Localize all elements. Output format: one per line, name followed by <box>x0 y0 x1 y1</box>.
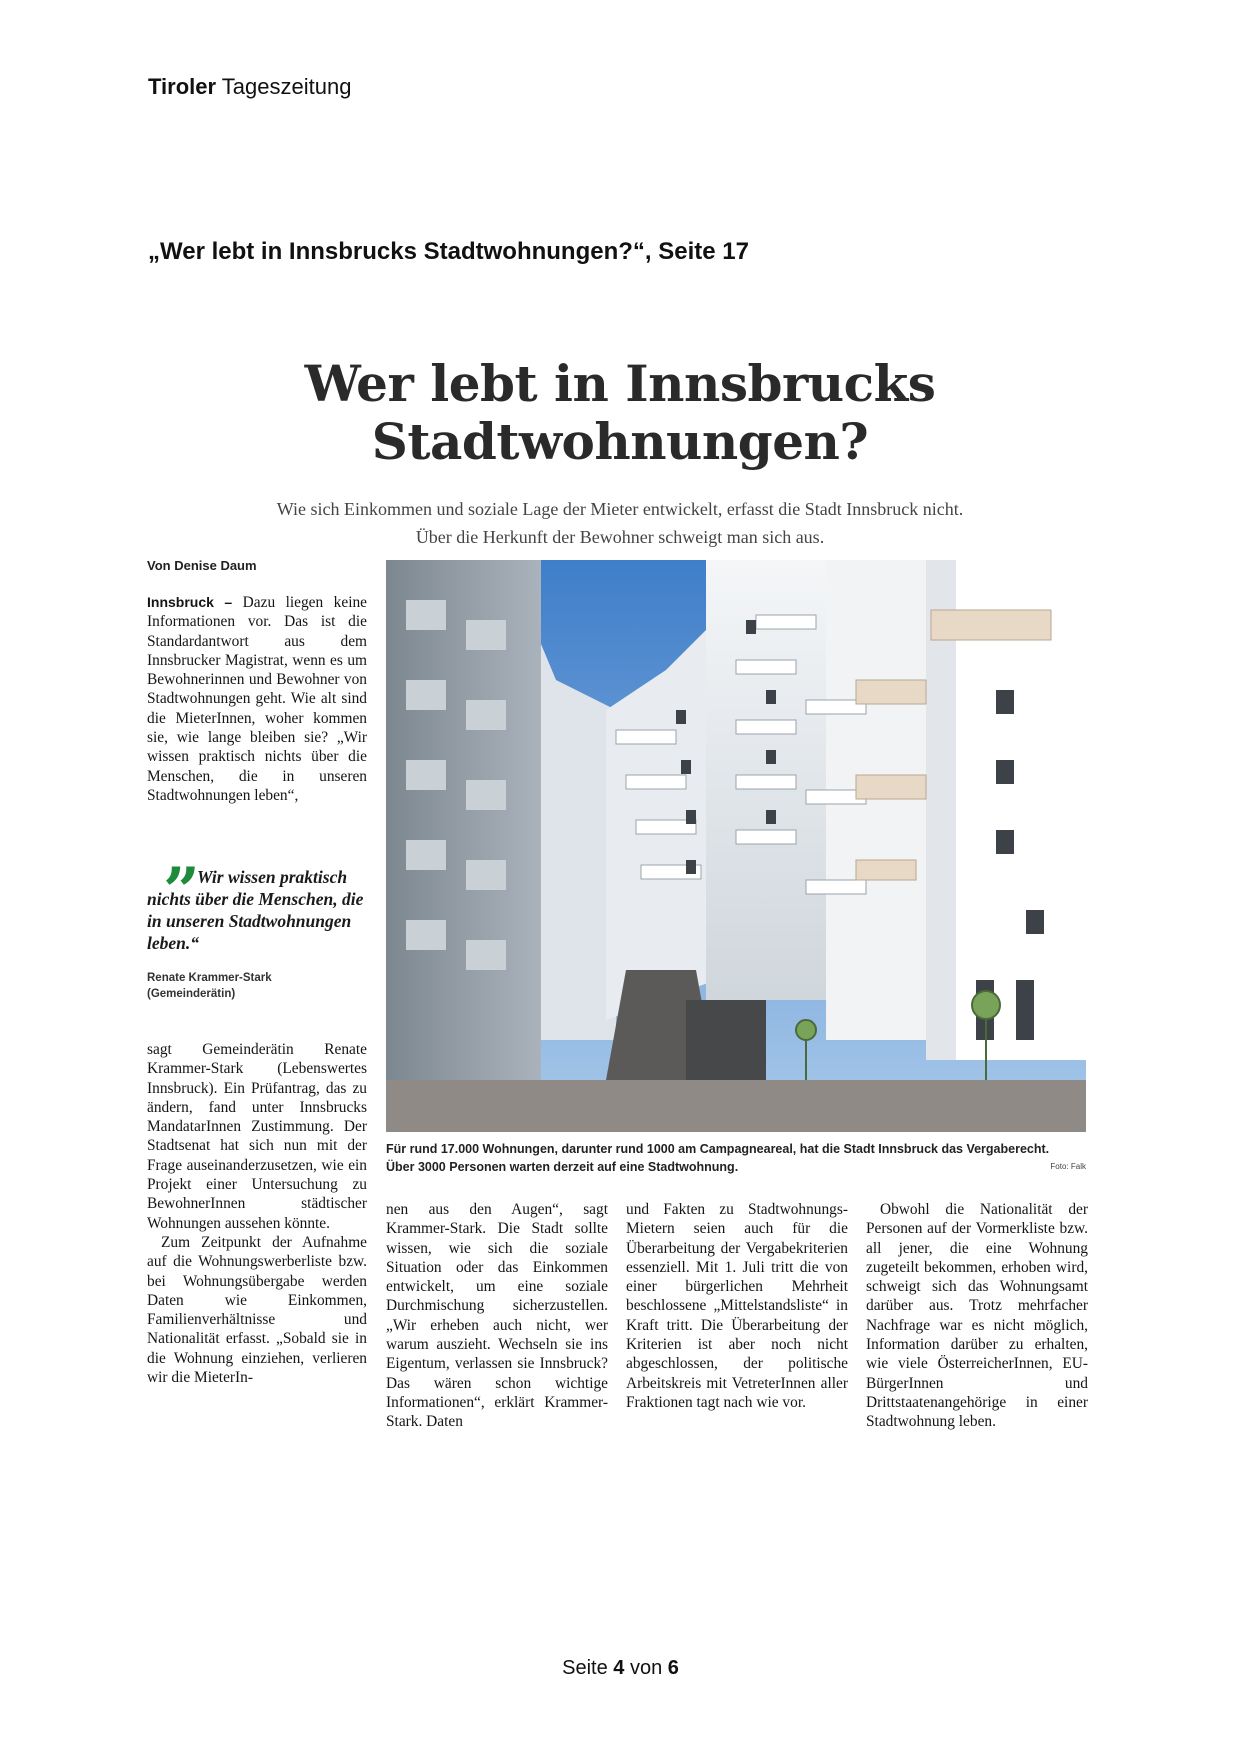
column-1-paragraph-2: Zum Zeitpunkt der Aufnahme auf die Wohnungswerberliste bzw. bei Wohnungsübergabe werden Daten wie Einkommen, Familienverhältnisse und Nationalität erfasst. „Sobald sie in die Wohnung einziehen, verlieren wir die MieterIn- <box>147 1233 367 1387</box>
footer-page-word: Seite <box>562 1657 608 1679</box>
dateline: Innsbruck – <box>147 594 233 610</box>
column-1-continuation: sagt Gemeinderätin Renate Krammer-Stark (Lebenswertes Innsbruck). Ein Prüfantrag, das zu ändern, fand unter Innsbrucks MandatarInnen Zustimmung. Der Stadtsenat hat sich nun mit der Frage auseinanderzusetzen, wie ein Projekt einer Untersuchung zu BewohnerInnen städtischer Wohnungen aussehen könnte. <box>147 1041 367 1232</box>
pull-quote-attribution <box>147 970 377 1002</box>
article-photo <box>386 560 1086 1132</box>
publication-name-bold: Tiroler <box>148 74 217 99</box>
column-2-text: nen aus den Augen“, sagt Krammer-Stark. Die Stadt sollte wissen, wie sich die soziale Situation oder das Einkommen entwickelt, um eine soziale Durchmischung sicherzustellen. „Wir erheben auch nicht, wer warum auszieht. Wechseln sie ins Eigentum, verlassen sie Innsbruck? Das wären schon wichtige Informationen“, erklärt Krammer-Stark. Daten <box>386 1201 608 1431</box>
lead-paragraph <box>147 593 367 805</box>
pull-quote-text: Wir wissen praktisch nichts über die Menschen, die in unseren Stadtwohnungen leben.“ <box>147 867 364 953</box>
photo-credit: Foto: Falk <box>1050 1162 1086 1171</box>
publication-name-rest: Tageszeitung <box>221 74 352 99</box>
current-page-number: 4 <box>613 1657 625 1679</box>
document-title: „Wer lebt in Innsbrucks Stadtwohnungen?“, Seite 17 <box>148 238 749 265</box>
total-page-count: 6 <box>667 1657 679 1679</box>
pull-quote-role: (Gemeinderätin) <box>147 988 236 1000</box>
column-2 <box>386 1200 608 1432</box>
building-photo-illustration <box>386 560 1086 1132</box>
column-3 <box>626 1200 848 1412</box>
column-4-text: Obwohl die Nationalität der Personen auf der Vormerkliste bzw. all jener, die eine Wohnung zugeteilt bekommen, erhoben wird, schweigt sich das Wohnungsamt darüber aus. Trotz mehrfacher Nachfrage war es nicht möglich, Information darüber zu erhalten, wie viele ÖsterreicherInnen, EU-BürgerInnen und Drittstaatenangehörige in einer Stadtwohnung leben. <box>866 1201 1088 1431</box>
footer-of-word: von <box>629 1657 663 1679</box>
pull-quote <box>147 854 377 1002</box>
quote-mark-icon: ” <box>163 854 200 929</box>
byline: Von Denise Daum <box>147 558 257 573</box>
column-3-text: und Fakten zu Stadtwohnungs-Mietern seien auch für die Überarbeitung der Vergabekriterien essenziell. Mit 1. Juli tritt die von einer bürgerlichen Mehrheit beschlossene „Mittelstandsliste“ in Kraft tritt. Die Überarbeitung der Kriterien ist aber noch nicht abgeschlossen, der politische Arbeitskreis mit VetreterInnen aller Fraktionen tagt nach wie vor. <box>626 1201 848 1411</box>
article-headline <box>300 355 940 471</box>
column-1-top <box>147 593 367 805</box>
lead-text: Dazu liegen keine Informationen vor. Das ist die Standardantwort aus dem Innsbrucker Magistrat, wenn es um Bewohnerinnen und Bewohner von Stadtwohnungen geht. Wie alt sind die MieterInnen, woher kommen sie, wie lange bleiben sie? „Wir wissen praktisch nichts über die Menschen, die in unseren Stadtwohnungen leben“, <box>147 594 367 804</box>
pull-quote-author: Renate Krammer-Stark <box>147 972 272 984</box>
page-footer <box>0 1657 1241 1680</box>
headline-line-1: Wer lebt in Innsbrucks <box>304 354 936 413</box>
publication-name <box>148 74 351 100</box>
column-1-bottom <box>147 1040 367 1387</box>
headline-line-2: Stadtwohnungen? <box>371 412 869 471</box>
article-dek: Wie sich Einkommen und soziale Lage der Mieter entwickelt, erfasst die Stadt Innsbruck nicht. Über die Herkunft der Bewohner schweigt man sich aus. <box>276 499 964 547</box>
photo-caption: Für rund 17.000 Wohnungen, darunter rund 1000 am Campagneareal, hat die Stadt Innsbruck das Vergaberecht. Über 3000 Personen warten derzeit auf eine Stadtwohnung. <box>386 1142 1050 1174</box>
column-4 <box>866 1200 1088 1432</box>
